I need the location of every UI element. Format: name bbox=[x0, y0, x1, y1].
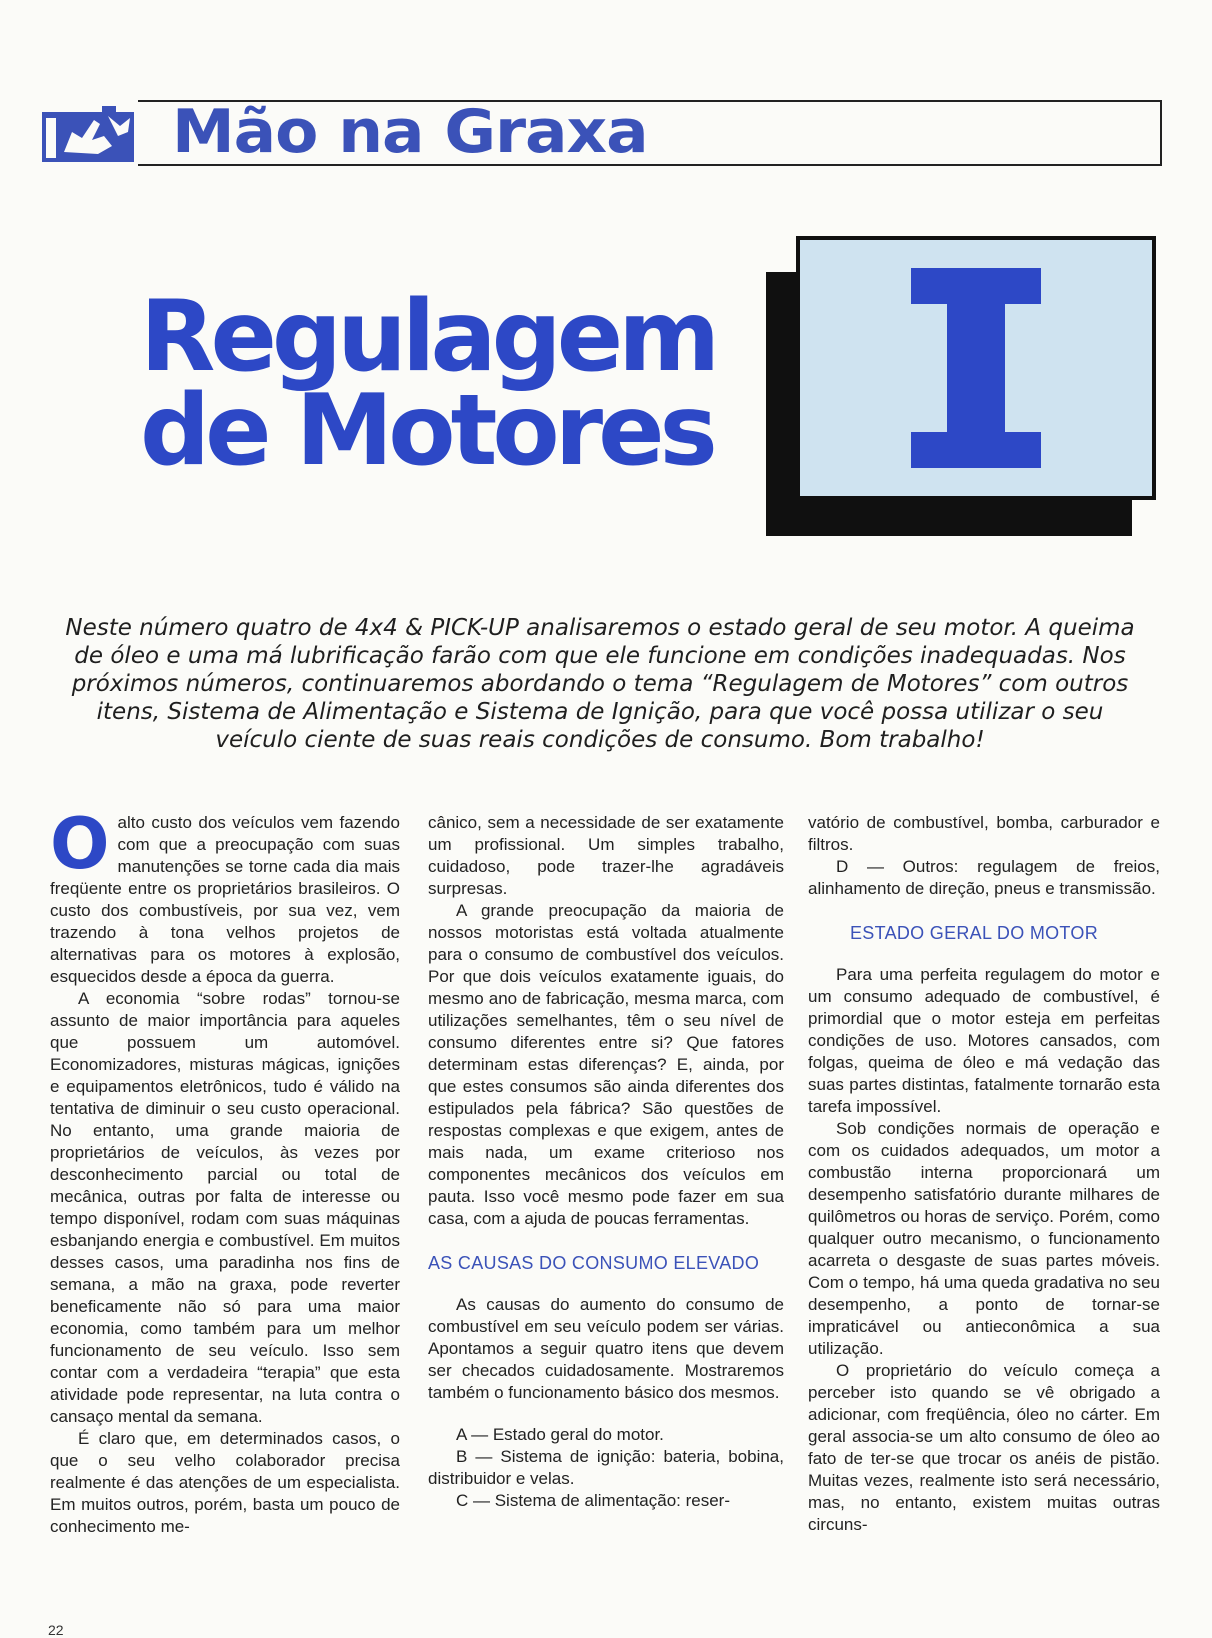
list-item-a: A — Estado geral do motor. bbox=[456, 1425, 664, 1444]
paragraph bbox=[50, 803, 400, 988]
paragraph: As causas do aumento do consumo de combustível em seu veículo podem ser várias. Apontamos a seguir quatro itens que devem ser checados cuidadosamente. Mostraremos também o funcionamento básico dos mesmos. bbox=[428, 1295, 784, 1402]
paragraph-text: alto custo dos veículos vem fazendo com que a preocupação com suas manutenções se torne cada dia mais freqüente entre os proprietários brasileiros. O custo dos combustíveis, por sua vez, vem trazendo à tona velhos projetos de alternativas para os motores à explosão, esquecidos desde a época da guerra. bbox=[50, 813, 400, 986]
subheading-engine-state: ESTADO GERAL DO MOTOR bbox=[850, 923, 1098, 943]
list-item-c: C — Sistema de alimentação: reser- bbox=[456, 1491, 730, 1510]
subheading-causes: AS CAUSAS DO CONSUMO ELEVADO bbox=[428, 1253, 760, 1273]
spacer bbox=[428, 1404, 784, 1424]
wrench-hand-logo bbox=[42, 106, 136, 164]
list-item-d: D — Outros: regulagem de freios, alinhamento de direção, pneus e transmissão. bbox=[808, 857, 1160, 898]
paragraph: A grande preocupação da maioria de nossos motoristas está voltada atualmente para o consumo de combustível dos veículos. Por que dois veículos exatamente iguais, do mesmo ano de fabricação, mesma marca, com utilizações semelhantes, têm o seu nível de consumo diferentes entre si? Que fatores determinam estas diferenças? E, ainda, por que estes consumos são ainda diferentes dos estipulados pela fábrica? São questões de respostas complexas e que exigem, antes de mais nada, um exame criterioso nos componentes mecânicos dos veículos em pauta. Isso você mesmo pode fazer em sua casa, com a ajuda de poucas ferramentas. bbox=[428, 901, 784, 1228]
text-column-2 bbox=[428, 812, 784, 1512]
paragraph: Para uma perfeita regulagem do motor e um consumo adequado de combustível, é primordial que o motor esteja em perfeitas condições de uso. Motores cansados, com folgas, queima de óleo e má vedação das suas partes distintas, fatalmente tornarão esta tarefa impossível. bbox=[808, 965, 1160, 1116]
paragraph: Sob condições normais de operação e com os cuidados adequados, um motor a combustão interna proporcionará um desempenho satisfatório durante milhares de quilômetros ou horas de serviço. Porém, como qualquer outro mecanismo, o funcionamento acarreta o desgaste de suas partes móveis. Com o tempo, há uma queda gradativa no seu desempenho, a ponto de tornar-se impraticável ou antieconômica a sua utilização. bbox=[808, 1119, 1160, 1358]
paragraph: É claro que, em determinados casos, o que o seu velho colaborador precisa realmente é das atenções de um especialista. Em muitos outros, porém, basta um pouco de conhecimento me- bbox=[50, 1429, 400, 1536]
part-numeral-box bbox=[796, 236, 1156, 500]
text-column-3 bbox=[808, 812, 1160, 1536]
drop-cap: O bbox=[50, 803, 110, 885]
text-column-1 bbox=[50, 803, 400, 1538]
section-header bbox=[40, 98, 1162, 166]
part-numeral-glyph bbox=[911, 268, 1041, 468]
article-title bbox=[140, 280, 716, 488]
paragraph: O proprietário do veículo começa a perceber isto quando se vê obrigado a adicionar, com freqüência, óleo no cárter. Em geral associa-se um alto consumo de óleo ao fato de ter-se que trocar os anéis de pistão. Muitas vezes, realmente isto será necessário, mas, no entanto, existem muitas outras circuns- bbox=[808, 1361, 1160, 1534]
article-intro: Neste número quatro de 4x4 & PICK-UP analisaremos o estado geral de seu motor. A queima de óleo e uma má lubrificação farão com que ele funcione em condições inadequadas. Nos próximos números, continuaremos abordando o tema “Regulagem de Motores” com outros itens, Sistema de Alimentação e Sistema de Ignição, para que você possa utilizar o seu veículo ciente de suas reais condições de consumo. Bom trabalho! bbox=[65, 615, 1135, 753]
section-title: Mão na Graxa bbox=[172, 97, 648, 167]
list-item-b: B — Sistema de ignição: bateria, bobina, distribuidor e velas. bbox=[428, 1447, 784, 1488]
article-title-line2: de Motores bbox=[140, 374, 713, 488]
paragraph: A economia “sobre rodas” tornou-se assunto de maior importância para aqueles que possuem um automóvel. Economizadores, misturas mágicas, ignições e equipamentos eletrônicos, tudo é válido na tentativa de diminuir o seu custo operacional. No entanto, uma grande maioria de proprietários de veículos, às vezes por desconhecimento parcial ou total de mecânica, outras por falta de interesse ou tempo disponível, rodam com suas máquinas esbanjando energia e combustível. Em muitos desses casos, uma paradinha nos fins de semana, a mão na graxa, pode reverter beneficamente não só para uma maior economia, como também para um melhor funcionamento de seu veículo. Isso sem contar com a verdadeira “terapia” que esta atividade pode representar, na luta contra o cansaço mental da semana. bbox=[50, 989, 400, 1426]
paragraph: vatório de combustível, bomba, carburador e filtros. bbox=[808, 813, 1160, 854]
paragraph: cânico, sem a necessidade de ser exatamente um profissional. Um simples trabalho, cuidadoso, pode trazer-lhe agradáveis surpresas. bbox=[428, 813, 784, 898]
page-number: 22 bbox=[48, 1622, 64, 1638]
article-title-line1: Regulagem bbox=[140, 280, 716, 394]
